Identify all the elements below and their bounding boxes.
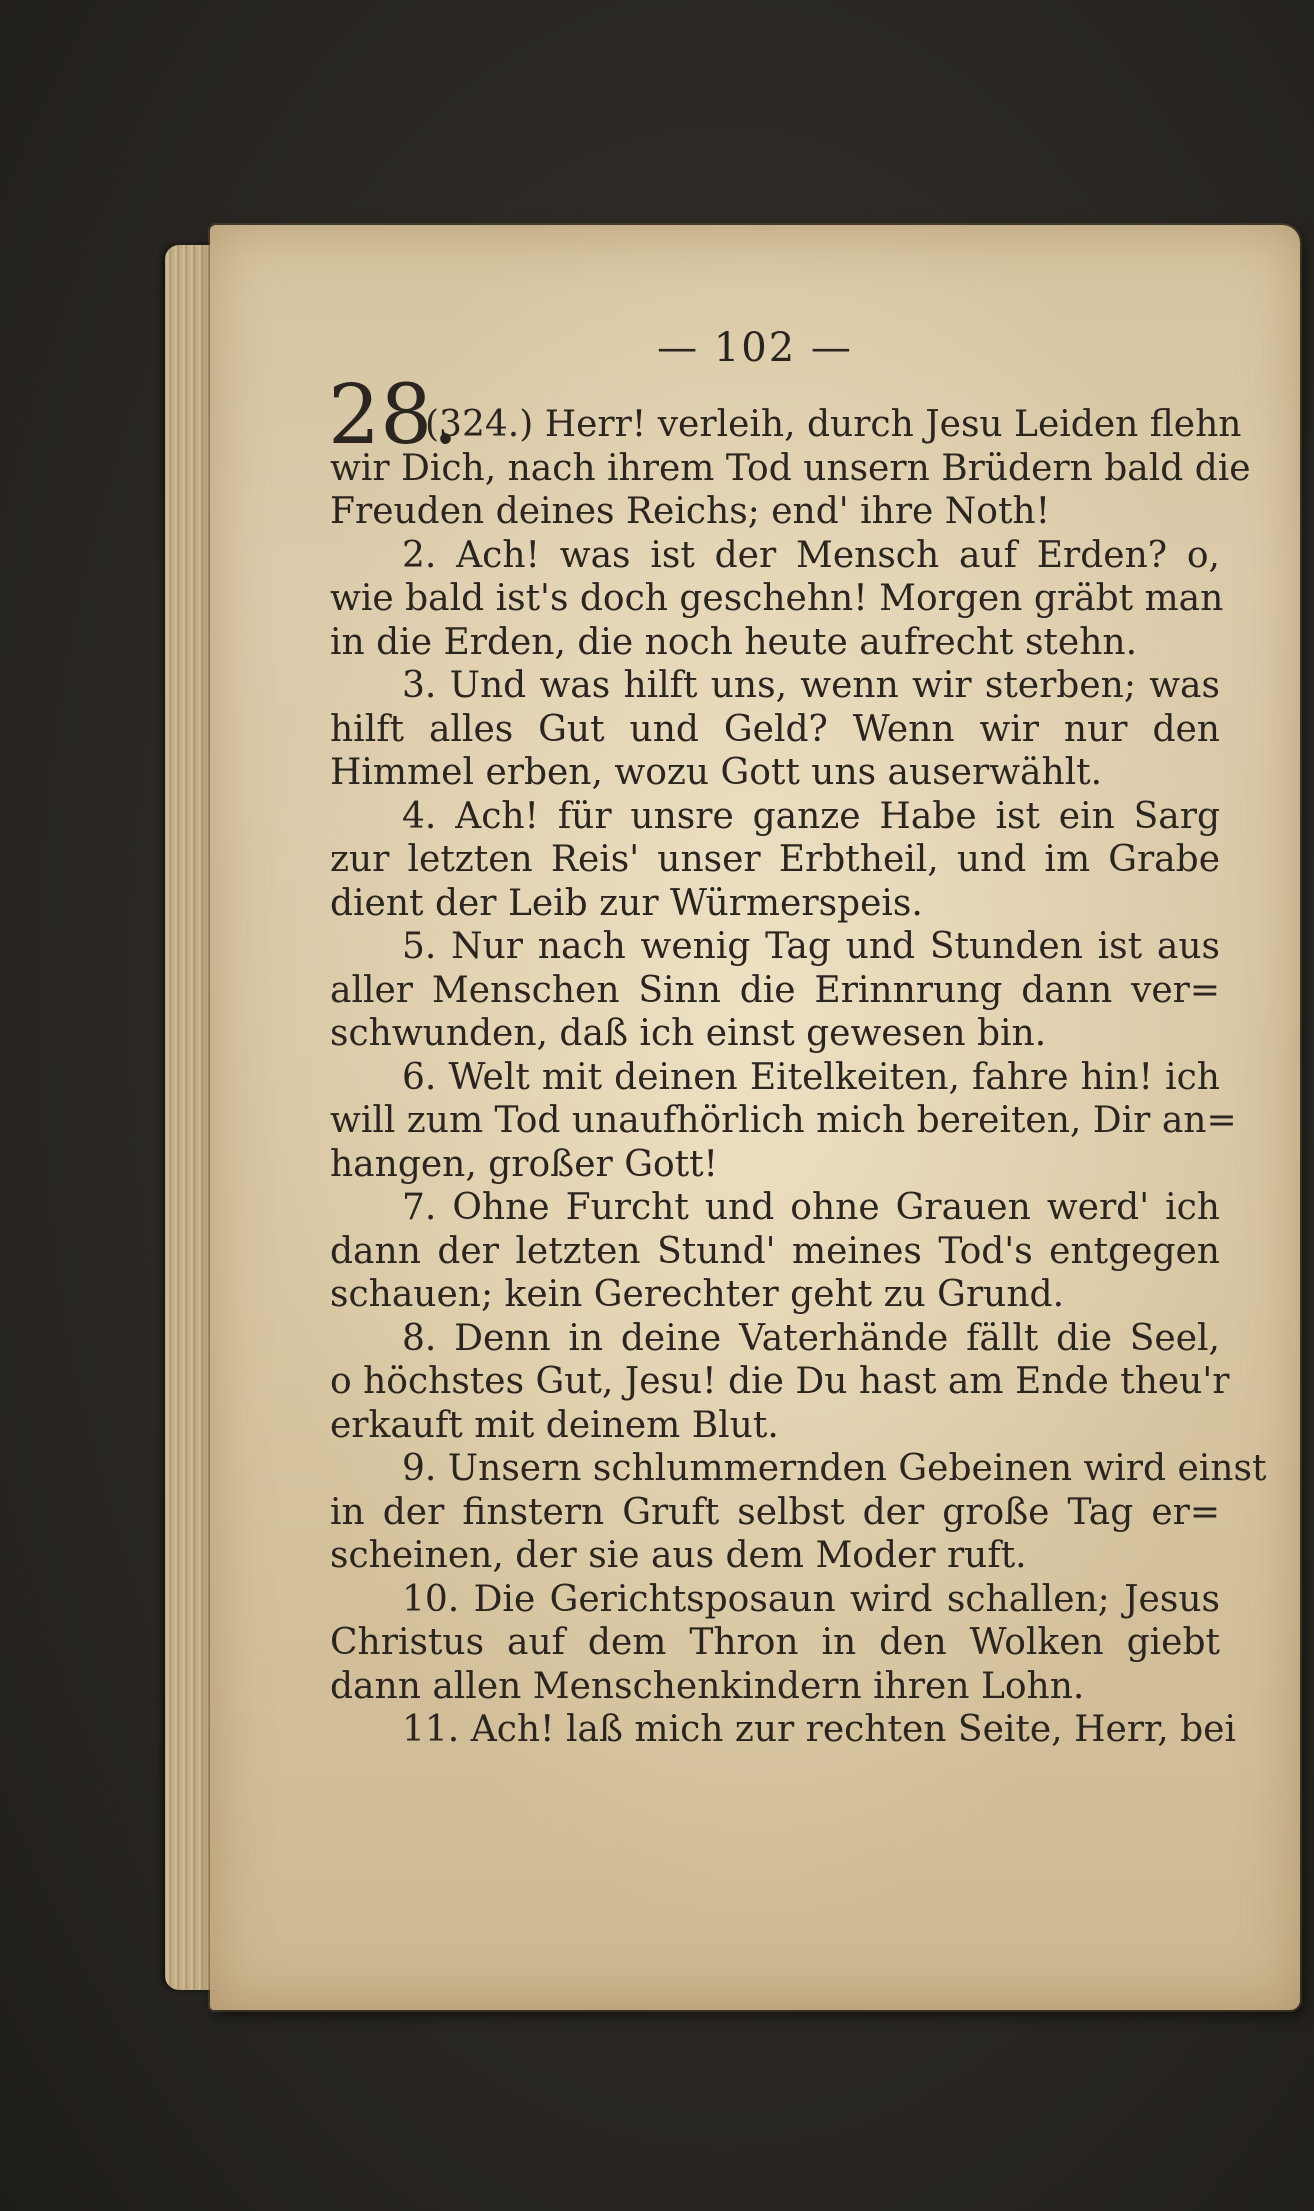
book-page bbox=[210, 225, 1300, 2010]
text-line: erkauft mit deinem Blut. bbox=[330, 1404, 779, 1446]
text-line: (324.) Herr! verleih, durch Jesu Leiden flehn bbox=[425, 404, 1242, 445]
text-line: schwunden, daß ich einst gewesen bin. bbox=[330, 1013, 1047, 1054]
text-line: 9. Unsern schlummernden Gebeinen wird einst bbox=[402, 1448, 1267, 1489]
text-line: 7. Ohne Furcht und ohne Grauen werd' ich bbox=[402, 1187, 1220, 1228]
text-line: aller Menschen Sinn die Erinnrung dann ver= bbox=[330, 969, 1220, 1011]
text-line: wir Dich, nach ihrem Tod unsern Brüdern bald die bbox=[330, 447, 1251, 489]
page-number: — 102 — bbox=[657, 325, 853, 371]
text-line: o höchstes Gut, Jesu! die Du hast am Ende theu'r bbox=[330, 1361, 1230, 1402]
text-line: 2. Ach! was ist der Mensch auf Erden? o, bbox=[402, 534, 1220, 576]
hymn-lines bbox=[330, 403, 1267, 1752]
book bbox=[165, 225, 1300, 2010]
text-line: in der finstern Gruft selbst der große Tag er= bbox=[330, 1491, 1220, 1533]
text-line: will zum Tod unaufhörlich mich bereiten, Dir an= bbox=[330, 1100, 1237, 1141]
text-line: 4. Ach! für unsre ganze Habe ist ein Sarg bbox=[402, 795, 1220, 837]
text-line: schauen; kein Gerechter geht zu Grund. bbox=[330, 1274, 1065, 1315]
text-line: 3. Und was hilft uns, wenn wir sterben; was bbox=[402, 665, 1220, 706]
text-line: 6. Welt mit deinen Eitelkeiten, fahre hin! ich bbox=[402, 1056, 1220, 1098]
text-line: 11. Ach! laß mich zur rechten Seite, Herr, bei bbox=[402, 1709, 1236, 1750]
text-line: Christus auf dem Thron in den Wolken giebt bbox=[330, 1622, 1220, 1663]
text-line: dient der Leib zur Würmerspeis. bbox=[330, 882, 923, 924]
text-line: in die Erden, die noch heute aufrecht stehn. bbox=[330, 621, 1138, 663]
text-line: Freuden deines Reichs; end' ihre Noth! bbox=[330, 491, 1051, 532]
text-line: 5. Nur nach wenig Tag und Stunden ist aus bbox=[402, 926, 1220, 967]
text-line: Himmel erben, wozu Gott uns auserwählt. bbox=[330, 752, 1103, 793]
text-line: hangen, großer Gott! bbox=[330, 1143, 719, 1185]
text-line: 8. Denn in deine Vaterhände fällt die Seel, bbox=[402, 1317, 1220, 1359]
text-line: 10. Die Gerichtsposaun wird schallen; Jesus bbox=[402, 1578, 1220, 1620]
text-line: zur letzten Reis' unser Erbtheil, und im Grabe bbox=[330, 839, 1220, 880]
text-line: dann der letzten Stund' meines Tod's entgegen bbox=[330, 1230, 1220, 1272]
hymn-text bbox=[328, 368, 1267, 1752]
text-line: scheinen, der sie aus dem Moder ruft. bbox=[330, 1535, 1027, 1576]
text-line: dann allen Menschenkindern ihren Lohn. bbox=[330, 1665, 1085, 1707]
hymn-number: 28. bbox=[328, 368, 459, 463]
text-line: wie bald ist's doch geschehn! Morgen gräbt man bbox=[330, 578, 1224, 619]
text-line: hilft alles Gut und Geld? Wenn wir nur den bbox=[330, 708, 1220, 750]
